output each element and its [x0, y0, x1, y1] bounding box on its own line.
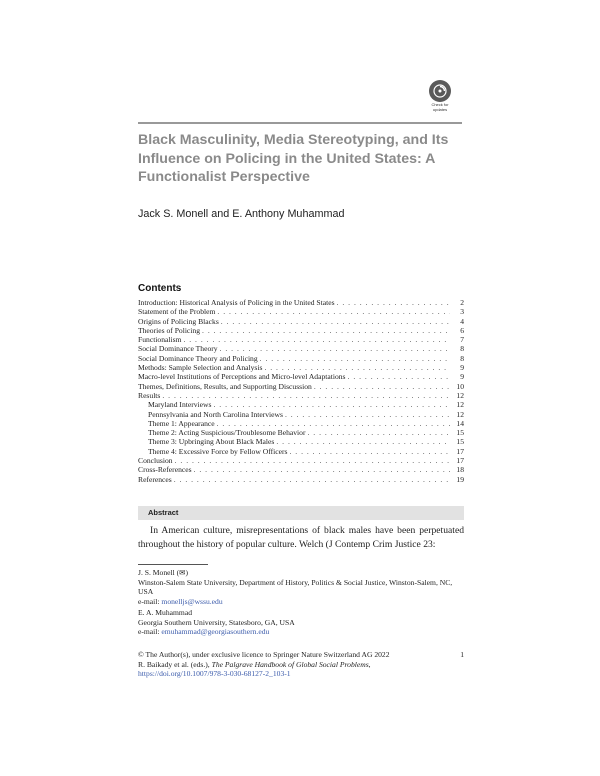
author-institution: Winston-Salem State University, Department of History, Politics & Social Justice, Winston-Salem, NC, USA	[138, 577, 453, 596]
toc-entry[interactable]	[138, 317, 464, 326]
toc-entry[interactable]	[138, 391, 464, 400]
abstract-header	[138, 506, 464, 520]
affiliation-muhammad	[138, 608, 468, 637]
toc-entry-title: Theme 1: Appearance	[148, 418, 215, 428]
toc-leader-dots	[220, 344, 450, 353]
toc-entry-page: 14	[456, 418, 464, 428]
copyright-text: © The Author(s), under exclusive licence to Springer Nature Switzerland AG 2022	[138, 650, 390, 659]
toc-entry-title: Conclusion	[138, 456, 173, 466]
email-label: e-mail:	[138, 627, 160, 636]
author-name: J. S. Monell (✉)	[138, 568, 189, 577]
toc-entry[interactable]	[138, 475, 464, 484]
toc-entry[interactable]	[138, 447, 464, 456]
toc-entry-page: 12	[456, 390, 464, 400]
toc-entry-title: Themes, Definitions, Results, and Supporting Discussion	[138, 381, 312, 391]
toc-entry-page: 15	[456, 428, 464, 438]
book-title: The Palgrave Handbook of Global Social Problems	[211, 659, 369, 669]
chapter-title: Black Masculinity, Media Stereotyping, and Its Influence on Policing in the United States: A Functionalist Perspective	[138, 132, 449, 185]
author-institution: Georgia Southern University, Statesboro, GA, USA	[138, 617, 295, 627]
toc-entry-page: 17	[456, 446, 464, 456]
toc-entry-title: Methods: Sample Selection and Analysis	[138, 363, 263, 373]
title-rule	[138, 122, 462, 124]
toc-entry-title: Social Dominance Theory and Policing	[138, 353, 258, 363]
email-label: e-mail:	[138, 596, 160, 606]
toc-leader-dots	[217, 307, 450, 316]
toc-entry-page: 18	[456, 465, 464, 475]
badge-line-2: updates	[432, 106, 448, 112]
toc-entry-page: 6	[460, 325, 464, 335]
toc-entry-title: Statement of the Problem	[138, 307, 216, 317]
copyright-block	[138, 650, 464, 679]
toc-leader-dots	[260, 354, 450, 363]
toc-leader-dots	[194, 465, 450, 474]
toc-entry-title: Social Dominance Theory	[138, 344, 218, 354]
toc-leader-dots	[175, 456, 450, 465]
affiliation-monell	[138, 568, 468, 606]
toc-entry[interactable]	[138, 465, 464, 474]
toc-entry-page: 8	[460, 353, 464, 363]
author-email-row	[138, 627, 468, 637]
toc-entry[interactable]	[138, 363, 464, 372]
book-title-suffix: ,	[368, 659, 371, 669]
toc-entry-page: 15	[456, 437, 464, 447]
toc-entry-page: 7	[460, 335, 464, 345]
toc-entry-title: Macro-level Institutions of Perceptions and Micro-level Adaptations	[138, 372, 346, 382]
copyright-line	[138, 650, 464, 660]
toc-entry-title: Theme 3: Upbringing About Black Males	[148, 437, 275, 447]
toc-entry-page: 19	[456, 474, 464, 484]
toc-entry[interactable]	[138, 419, 464, 428]
toc-leader-dots	[174, 475, 450, 484]
toc-entry-page: 2	[460, 298, 464, 307]
toc-leader-dots	[264, 363, 450, 372]
authors: Jack S. Monell and E. Anthony Muhammad	[138, 208, 345, 220]
toc-entry-page: 10	[456, 381, 464, 391]
toc-leader-dots	[221, 317, 450, 326]
toc-leader-dots	[348, 372, 450, 381]
email-link[interactable]: emuhammad@georgiasouthern.edu	[161, 627, 270, 636]
toc-entry[interactable]	[138, 437, 464, 446]
toc-entry-page: 12	[456, 400, 464, 410]
toc-leader-dots	[337, 298, 450, 307]
toc-entry[interactable]	[138, 372, 464, 381]
toc-leader-dots	[308, 428, 451, 437]
author-email-row	[138, 597, 468, 607]
toc-leader-dots	[289, 447, 450, 456]
toc-entry-page: 3	[460, 307, 464, 317]
footnote-rule	[138, 564, 208, 565]
toc-entry-page: 4	[460, 316, 464, 326]
toc-leader-dots	[183, 335, 450, 344]
toc-leader-dots	[213, 400, 450, 409]
toc-leader-dots	[162, 391, 450, 400]
toc-entry-page: 12	[456, 409, 464, 419]
table-of-contents	[138, 298, 464, 484]
check-for-updates-label	[423, 103, 457, 112]
toc-entry[interactable]	[138, 456, 464, 465]
toc-entry-page: 9	[460, 363, 464, 373]
toc-entry[interactable]	[138, 344, 464, 353]
toc-entry-title: Introduction: Historical Analysis of Policing in the United States	[138, 298, 335, 307]
toc-leader-dots	[202, 326, 450, 335]
toc-entry-title: Maryland Interviews	[148, 400, 212, 410]
abstract-label: Abstract	[148, 508, 179, 517]
toc-entry[interactable]	[138, 298, 464, 307]
abstract-text: In American culture, misrepresentations of black males have been perpetuated throughout the history of popular culture. Welch (J Contemp Crim Justice 23:	[138, 525, 464, 550]
toc-leader-dots	[314, 382, 450, 391]
toc-entry-title: Results	[138, 390, 161, 400]
doi-line	[138, 669, 464, 679]
toc-entry[interactable]	[138, 335, 464, 344]
toc-entry-title: Origins of Policing Blacks	[138, 316, 219, 326]
toc-entry[interactable]	[138, 307, 464, 316]
check-for-updates-badge[interactable]	[423, 80, 457, 114]
toc-entry[interactable]	[138, 354, 464, 363]
toc-entry-page: 9	[460, 372, 464, 382]
doi-link[interactable]: https://doi.org/10.1007/978-3-030-68127-2_103-1	[138, 669, 291, 678]
email-link[interactable]: monelljs@wssu.edu	[161, 596, 223, 606]
toc-entry[interactable]	[138, 326, 464, 335]
toc-leader-dots	[217, 419, 450, 428]
toc-entry-title: Pennsylvania and North Carolina Interviews	[148, 409, 283, 419]
toc-entry-title: Theme 2: Acting Suspicious/Troublesome Behavior	[148, 428, 306, 438]
page-number: 1	[460, 650, 464, 659]
badge-line-1: Check for	[431, 102, 449, 107]
toc-entry-title: Theories of Policing	[138, 325, 201, 335]
toc-entry-title: Functionalism	[138, 335, 182, 345]
citation-line	[138, 660, 464, 670]
check-for-updates-icon	[429, 80, 451, 102]
toc-entry[interactable]	[138, 428, 464, 437]
toc-entry-page: 17	[456, 456, 464, 466]
toc-leader-dots	[276, 437, 450, 446]
toc-entry[interactable]	[138, 410, 464, 419]
toc-entry[interactable]	[138, 382, 464, 391]
toc-entry-page: 8	[460, 344, 464, 354]
toc-entry-title: Theme 4: Excessive Force by Fellow Officers	[148, 446, 288, 456]
author-name: E. A. Muhammad	[138, 608, 192, 617]
editors: R. Baikady et al. (eds.),	[138, 659, 210, 669]
toc-leader-dots	[285, 410, 450, 419]
toc-entry-title: Cross-References	[138, 465, 192, 475]
toc-entry[interactable]	[138, 400, 464, 409]
contents-heading: Contents	[138, 283, 182, 294]
toc-entry-title: References	[138, 474, 172, 484]
